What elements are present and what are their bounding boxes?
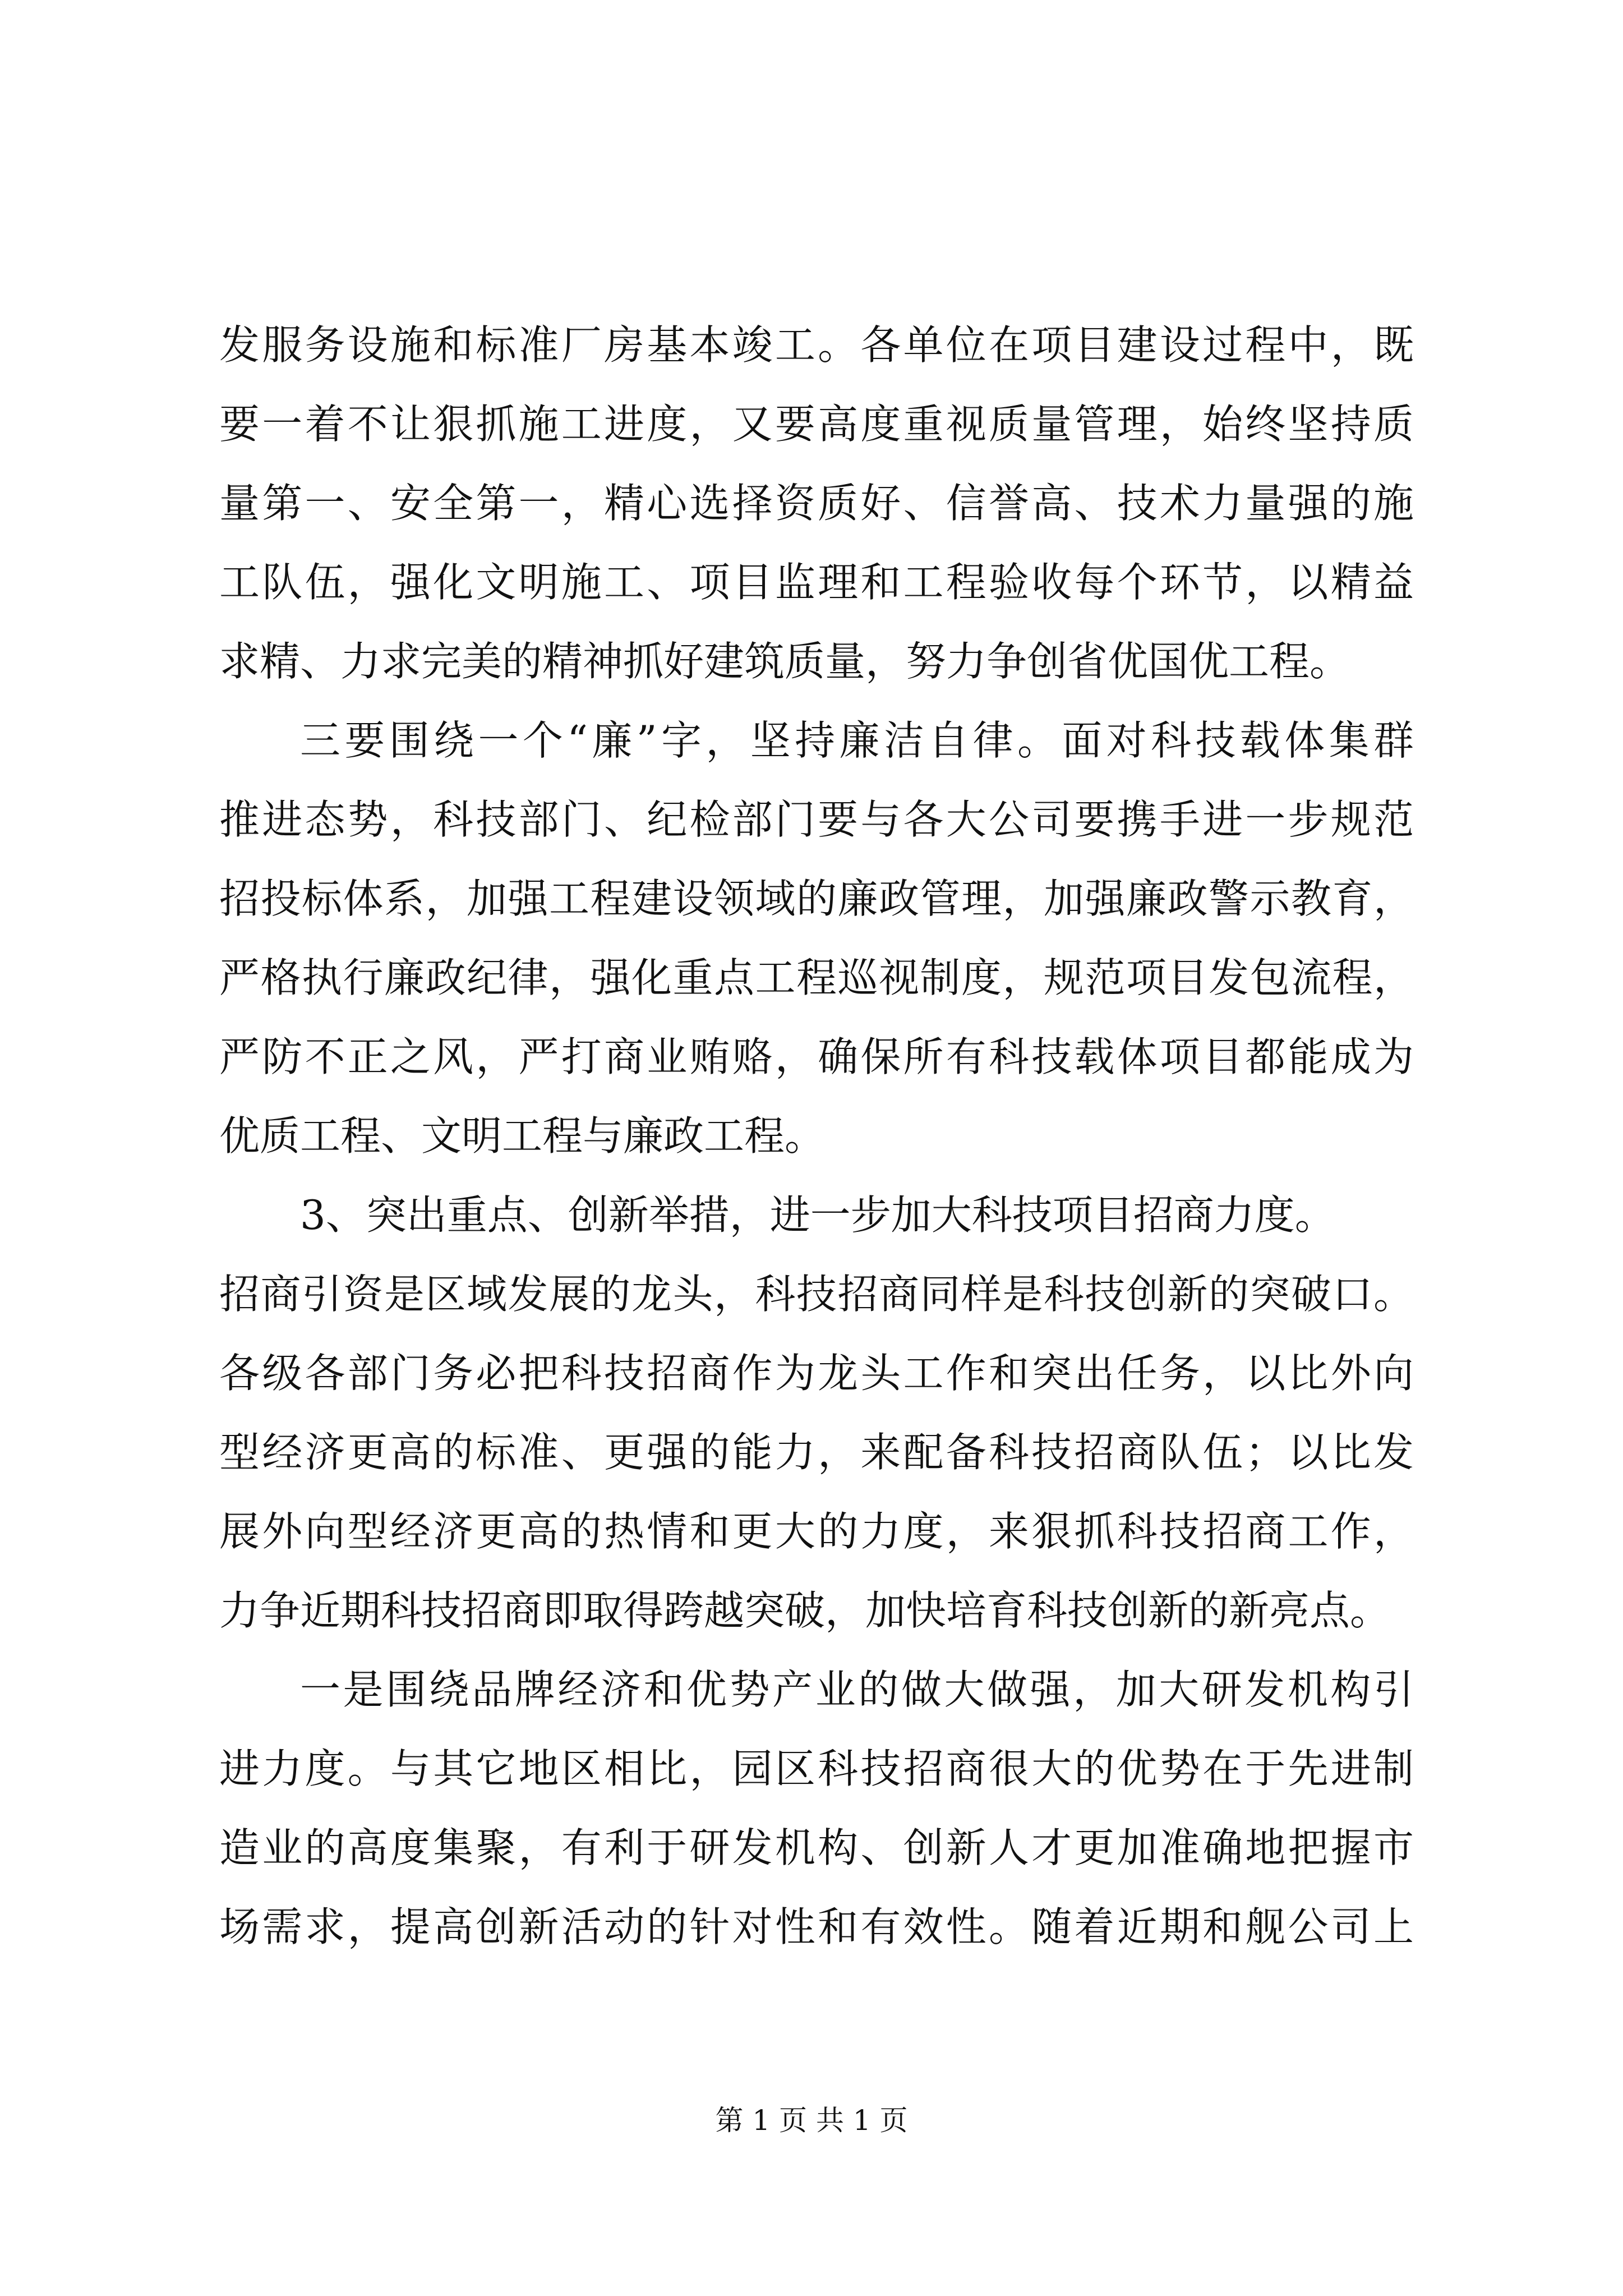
text-line: 进力度。与其它地区相比，园区科技招商很大的优势在于先进制 <box>219 1745 1414 1792</box>
page-number: 第 1 页 共 1 页 <box>715 2104 908 2137</box>
text-line: 严防不正之风，严打商业贿赂，确保所有科技载体项目都能成为 <box>219 1033 1414 1080</box>
text-line: 招投标体系，加强工程建设领域的廉政管理，加强廉政警示教育， <box>219 875 1414 922</box>
text-line: 工队伍，强化文明施工、项目监理和工程验收每个环节，以精益 <box>219 559 1414 606</box>
text-line: 力争近期科技招商即取得跨越突破，加快培育科技创新的新亮点。 <box>219 1587 1391 1634</box>
text-line: 严格执行廉政纪律，强化重点工程巡视制度，规范项目发包流程， <box>219 954 1414 1001</box>
section-heading: 3、突出重点、创新举措，进一步加大科技项目招商力度。 <box>300 1191 1335 1239</box>
text-line: 招商引资是区域发展的龙头，科技招商同样是科技创新的突破口。 <box>219 1271 1414 1318</box>
text-line: 量第一、安全第一，精心选择资质好、信誉高、技术力量强的施 <box>219 480 1414 527</box>
text-line: 造业的高度集聚，有利于研发机构、创新人才更加准确地把握市 <box>219 1824 1414 1871</box>
text-line: 展外向型经济更高的热情和更大的力度，来狠抓科技招商工作， <box>219 1508 1414 1555</box>
text-line: 要一着不让狠抓施工进度，又要高度重视质量管理，始终坚持质 <box>219 401 1414 448</box>
text-line: 发服务设施和标准厂房基本竣工。各单位在项目建设过程中，既 <box>219 321 1414 369</box>
text-line: 推进态势，科技部门、纪检部门要与各大公司要携手进一步规范 <box>219 796 1414 843</box>
text-line: 优质工程、文明工程与廉政工程。 <box>219 1112 826 1159</box>
page-footer <box>0 2101 1623 2140</box>
paragraph-first-line: 三要围绕一个“廉”字，坚持廉洁自律。面对科技载体集群 <box>300 717 1414 764</box>
text-line: 场需求，提高创新活动的针对性和有效性。随着近期和舰公司上 <box>219 1903 1414 1950</box>
paragraph-first-line: 一是围绕品牌经济和优势产业的做大做强，加大研发机构引 <box>300 1666 1414 1713</box>
text-line: 型经济更高的标准、更强的能力，来配备科技招商队伍；以比发 <box>219 1429 1414 1476</box>
document-body <box>219 306 1414 1967</box>
text-line: 求精、力求完美的精神抓好建筑质量，努力争创省优国优工程。 <box>219 638 1350 685</box>
text-line: 各级各部门务必把科技招商作为龙头工作和突出任务，以比外向 <box>219 1350 1414 1397</box>
